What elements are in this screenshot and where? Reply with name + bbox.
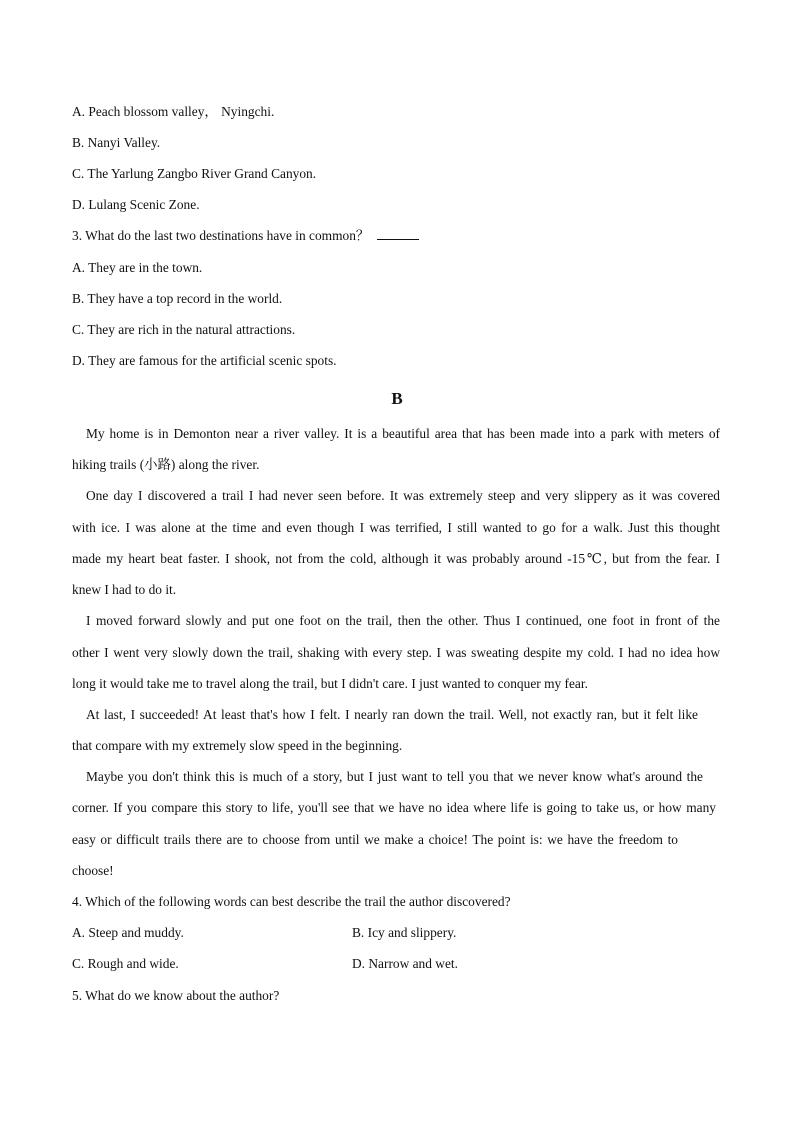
passage-line: corner. If you compare this story to life, you'll see that we have no idea where life is going to take us, or how many	[72, 800, 716, 815]
q4-option-a: A. Steep and muddy.	[72, 925, 184, 940]
passage-line: that compare with my extremely slow speed in the beginning.	[72, 738, 403, 753]
passage-line: made my heart beat faster. I shook, not from the cold, although it was probably around -15℃, but from the fear. I	[72, 551, 720, 566]
q5-text: What do we know about the author?	[85, 988, 280, 1003]
passage-line: choose!	[72, 863, 114, 878]
q4-option-c: C. Rough and wide.	[72, 956, 179, 971]
q4-option-b: B. Icy and slippery.	[352, 925, 457, 940]
q2-option-b: B. Nanyi Valley.	[72, 135, 161, 150]
q5-question: 5. What do we know about the author?	[72, 988, 280, 1003]
passage-line: easy or difficult trails there are to choose from until we make a choice! The point is: we have the freedom to	[72, 832, 678, 847]
q2-option-c: C. The Yarlung Zangbo River Grand Canyon.	[72, 166, 317, 181]
passage-line: hiking trails (小路) along the river.	[72, 457, 260, 472]
passage-line: other I went very slowly down the trail, shaking with every step. I was sweating despite my cold. I had no idea how	[72, 645, 720, 660]
passage-line: knew I had to do it.	[72, 582, 177, 597]
q3-option-a: A. They are in the town.	[72, 260, 203, 275]
q3-option-b: B. They have a top record in the world.	[72, 291, 283, 306]
q4-number: 4	[72, 894, 79, 909]
answer-blank	[377, 227, 419, 240]
section-heading: B	[391, 389, 403, 408]
q3-question: 3. What do the last two destinations have in common？	[72, 227, 419, 245]
passage-line: Maybe you don't think this is much of a story, but I just want to tell you that we never know what's around the	[86, 769, 703, 784]
q5-number: 5	[72, 988, 79, 1003]
q2-option-d: D. Lulang Scenic Zone.	[72, 197, 200, 212]
q2-option-a: A. Peach blossom valley， Nyingchi.	[72, 104, 275, 119]
passage-line: with ice. I was alone at the time and even though I was terrified, I still wanted to go for a walk. Just this thought	[72, 520, 720, 535]
q3-text: What do the last two destinations have in common？	[85, 228, 370, 243]
q3-number: 3	[72, 228, 79, 243]
q3-option-d: D. They are famous for the artificial scenic spots.	[72, 353, 337, 368]
passage-line: One day I discovered a trail I had never seen before. It was extremely steep and very slippery as it was covered	[86, 488, 720, 503]
passage-line: My home is in Demonton near a river valley. It is a beautiful area that has been made into a park with meters of	[86, 426, 720, 441]
q3-option-c: C. They are rich in the natural attractions.	[72, 322, 296, 337]
passage-line: At last, I succeeded! At least that's how I felt. I nearly ran down the trail. Well, not exactly ran, but it felt like	[86, 707, 698, 722]
q4-text: Which of the following words can best describe the trail the author discovered?	[85, 894, 511, 909]
passage-line: I moved forward slowly and put one foot on the trail, then the other. Thus I continued, one foot in front of the	[86, 613, 720, 628]
q4-option-d: D. Narrow and wet.	[352, 956, 458, 971]
q4-question: 4. Which of the following words can best describe the trail the author discovered?	[72, 894, 511, 909]
passage-line: long it would take me to travel along the trail, but I didn't care. I just wanted to conquer my fear.	[72, 676, 588, 691]
